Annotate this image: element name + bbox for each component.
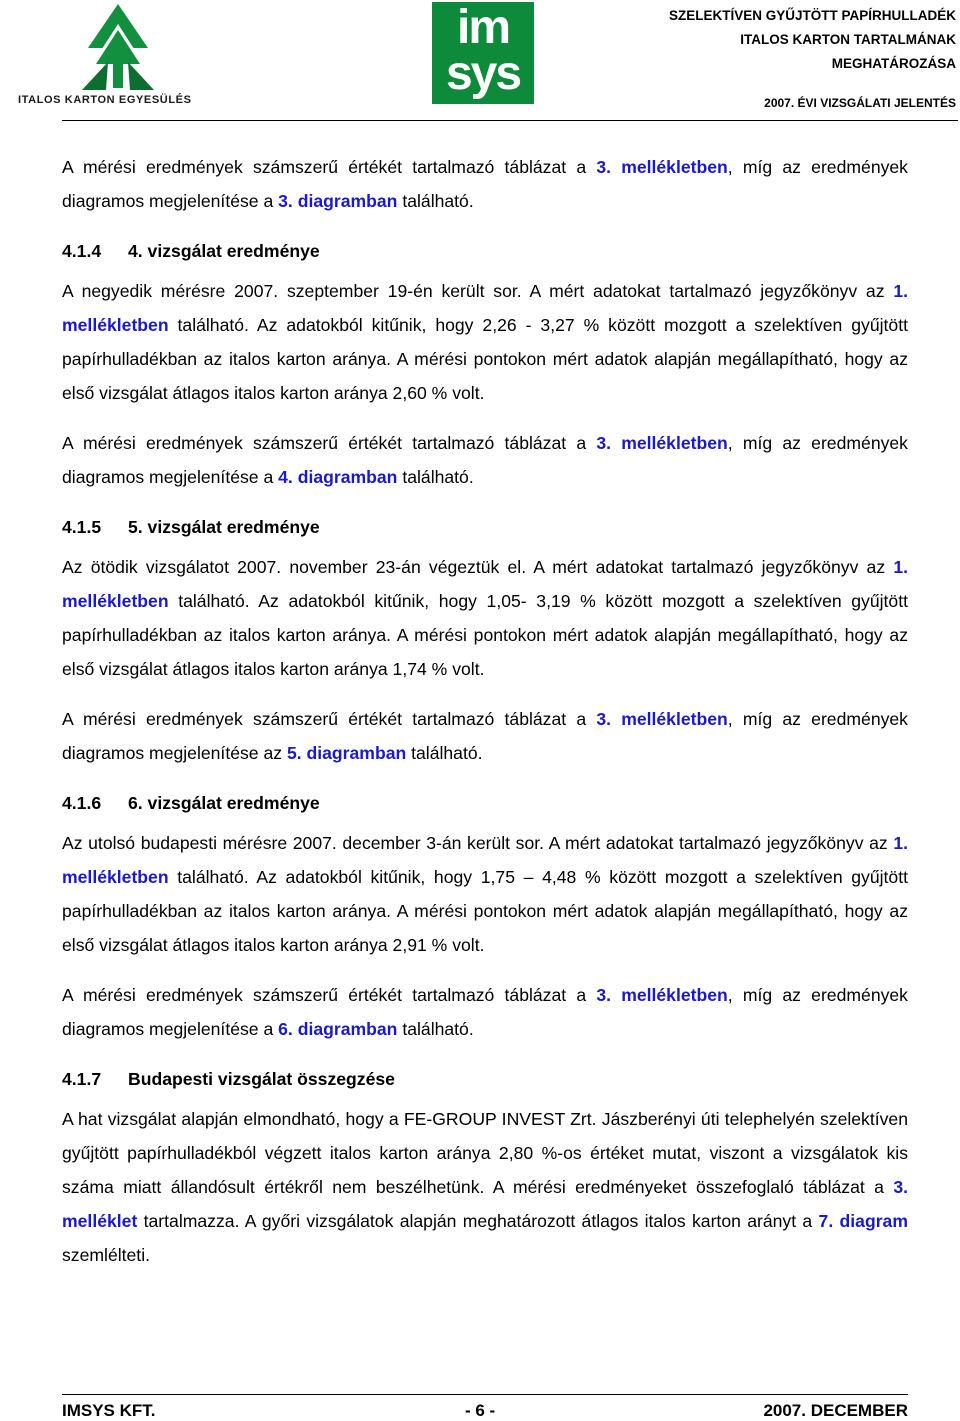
reference-link[interactable]: 3. mellékletben: [596, 157, 728, 177]
reference-link[interactable]: 3. mellékletben: [596, 985, 728, 1005]
section-title: Budapesti vizsgálat összegzése: [128, 1069, 395, 1089]
text: A mérési eredmények számszerű értékét tartalmazó táblázat a: [62, 985, 597, 1005]
text: található. Az adatokból kitűnik, hogy 1,05- 3,19 % között mozgott a szelektíven gyűjtött papírhulladékban az italos karton aránya. A mérési pontokon mért adatok alapján megállapítható, hogy az első vizsgálat átlagos italos karton aránya 1,74 % volt.: [62, 591, 908, 679]
header-divider: [62, 120, 958, 121]
page-number: - 6 -: [465, 1401, 496, 1420]
imsys-logo-line1: im: [456, 1, 509, 54]
text: , míg az eredmények diagramos megjelenítése a: [62, 985, 908, 1039]
tree-logo-icon: [80, 2, 156, 92]
text: található. Az adatokból kitűnik, hogy 2,26 - 3,27 % között mozgott a szelektíven gyűjtött papírhulladékban az italos karton aránya. A mérési pontokon mért adatok alapján megállapítható, hogy az első vizsgálat átlagos italos karton aránya 2,60 % volt.: [62, 315, 908, 403]
paragraph: [62, 1102, 908, 1272]
imsys-logo: [432, 2, 534, 104]
reference-link[interactable]: 3. diagramban: [278, 191, 398, 211]
section-number: 4.1.4: [62, 241, 102, 261]
paragraph: [62, 826, 908, 962]
section-heading-4-1-4: [62, 234, 908, 268]
paragraph: [62, 150, 908, 218]
paragraph: [62, 550, 908, 686]
section-title: 4. vizsgálat eredménye: [128, 241, 320, 261]
text: A mérési eredmények számszerű értékét tartalmazó táblázat a: [62, 157, 597, 177]
section-number: 4.1.6: [62, 793, 102, 813]
text: tartalmazza. A győri vizsgálatok alapján meghatározott átlagos italos karton arányt a: [137, 1211, 819, 1231]
text: található.: [397, 1019, 474, 1039]
italos-karton-logo: [18, 2, 218, 112]
document-title: [616, 4, 956, 76]
footer-company: IMSYS KFT.: [62, 1401, 156, 1420]
footer-date: 2007. DECEMBER: [763, 1401, 908, 1420]
text: A mérési eredmények számszerű értékét tartalmazó táblázat a: [62, 433, 597, 453]
text: Az ötödik vizsgálatot 2007. november 23-án végeztük el. A mért adatokat tartalmazó jegyzőkönyv az: [62, 557, 894, 577]
paragraph: [62, 274, 908, 410]
paragraph: [62, 978, 908, 1046]
text: , míg az eredmények diagramos megjelenítése az: [62, 709, 908, 763]
text: Az utolsó budapesti mérésre 2007. december 3-án került sor. A mért adatokat tartalmazó jegyzőkönyv az: [62, 833, 894, 853]
reference-link[interactable]: 6. diagramban: [278, 1019, 398, 1039]
title-line-3: MEGHATÁROZÁSA: [831, 56, 956, 71]
title-line-2: ITALOS KARTON TARTALMÁNAK: [740, 32, 956, 47]
section-number: 4.1.5: [62, 517, 102, 537]
reference-link[interactable]: 3. mellékletben: [596, 709, 728, 729]
section-title: 6. vizsgálat eredménye: [128, 793, 320, 813]
reference-link[interactable]: 1. mellékletben: [62, 833, 908, 887]
text: található.: [397, 191, 474, 211]
footer-divider: [62, 1394, 908, 1395]
paragraph: [62, 426, 908, 494]
section-heading-4-1-5: [62, 510, 908, 544]
paragraph: [62, 702, 908, 770]
section-heading-4-1-6: [62, 786, 908, 820]
reference-link[interactable]: 5. diagramban: [286, 743, 407, 763]
text: , míg az eredmények diagramos megjelenítése a: [62, 433, 908, 487]
page-header: [0, 0, 960, 120]
text: A mérési eredmények számszerű értékét tartalmazó táblázat a: [62, 709, 597, 729]
text: A negyedik mérésre 2007. szeptember 19-én került sor. A mért adatokat tartalmazó jegyzőkönyv az: [62, 281, 894, 301]
reference-link[interactable]: 3. melléklet: [62, 1177, 908, 1231]
reference-link[interactable]: 7. diagram: [818, 1211, 908, 1231]
logo-text: ITALOS KARTON EGYESÜLÉS: [18, 94, 192, 106]
text: A hat vizsgálat alapján elmondható, hogy a FE-GROUP INVEST Zrt. Jászberényi úti telephelyén szelektíven gyűjtött papírhulladékból végzett italos karton aránya 2,80 %-os értéket mutat, viszont a vizsgálatok kis száma miatt állandósult értékről nem beszélhetünk. A mérési eredményeket összefoglaló táblázat a: [62, 1109, 908, 1197]
section-title: 5. vizsgálat eredménye: [128, 517, 320, 537]
page-body: [62, 150, 908, 1288]
text: található.: [397, 467, 474, 487]
section-number: 4.1.7: [62, 1069, 102, 1089]
reference-link[interactable]: 1. mellékletben: [62, 281, 908, 335]
title-line-1: SZELEKTÍVEN GYŰJTÖTT PAPÍRHULLADÉK: [668, 8, 956, 23]
text: szemlélteti.: [62, 1245, 150, 1265]
text: , míg az eredmények diagramos megjelenítése a: [62, 157, 908, 211]
reference-link[interactable]: 3. mellékletben: [596, 433, 728, 453]
report-label: 2007. ÉVI VIZSGÁLATI JELENTÉS: [764, 96, 956, 110]
section-heading-4-1-7: [62, 1062, 908, 1096]
text: található.: [406, 743, 483, 763]
imsys-logo-line2: sys: [445, 47, 521, 100]
text: található. Az adatokból kitűnik, hogy 1,75 – 4,48 % között mozgott a szelektíven gyűjtött papírhulladékban az italos karton aránya. A mérési pontokon mért adatok alapján megállapítható, hogy az első vizsgálat átlagos italos karton aránya 2,91 % volt.: [62, 867, 908, 955]
reference-link[interactable]: 1. mellékletben: [62, 557, 908, 611]
reference-link[interactable]: 4. diagramban: [278, 467, 398, 487]
